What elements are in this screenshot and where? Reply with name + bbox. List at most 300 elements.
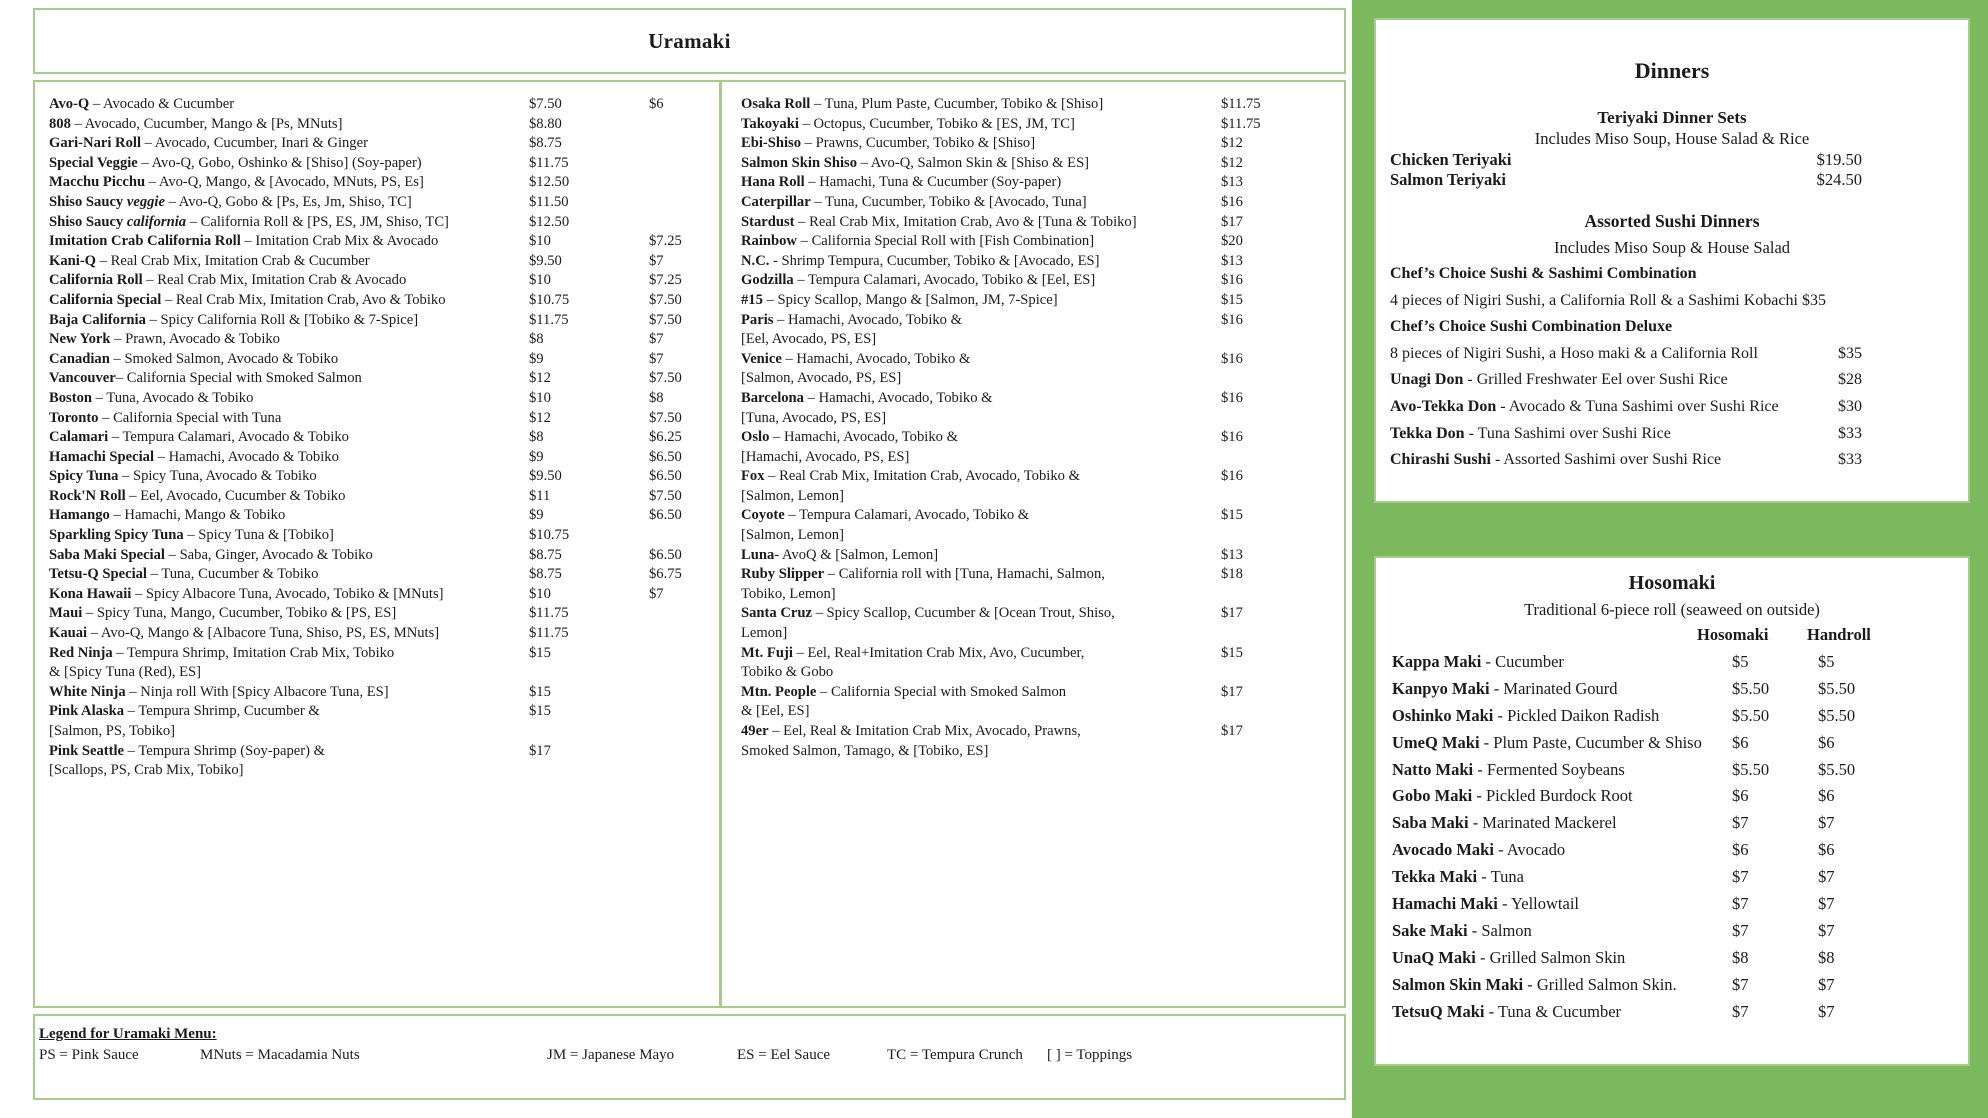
uramaki-item-row: [49, 134, 719, 154]
second-price: $7.50: [649, 409, 682, 426]
uramaki-right-column: [722, 82, 1344, 1006]
item-text: [741, 311, 1221, 331]
roll-price: $15: [529, 683, 551, 700]
item-description: [Salmon, Lemon]: [741, 487, 844, 504]
item-description: – Eel, Real+Imitation Crab Mix, Avo, Cucumber,: [792, 644, 1085, 661]
item-description: – Real Crab Mix, Imitation Crab, Avo & Tobiko: [161, 291, 446, 308]
item-name: Avo-Tekka Don: [1390, 397, 1497, 415]
item-text: [49, 330, 529, 350]
item-name: UmeQ Maki: [1392, 732, 1480, 752]
roll-price: $8.75: [529, 566, 562, 583]
item-name: Venice: [741, 350, 782, 367]
item-name: Special Veggie: [49, 154, 138, 171]
hosomaki-title: Hosomaki: [1628, 572, 1716, 594]
second-price: $7.25: [649, 233, 682, 250]
uramaki-item-row: [741, 506, 1344, 526]
item-description: – Real Crab Mix, Imitation Crab, Avocado, Tobiko &: [764, 468, 1080, 485]
handroll-price: $5.50: [1818, 705, 1856, 725]
item-text: [1392, 703, 1732, 730]
item-text: [49, 311, 529, 331]
item-text: [741, 213, 1221, 233]
handroll-price: $6: [1818, 732, 1835, 752]
uramaki-item-row: [49, 487, 719, 507]
uramaki-item-row: [49, 115, 719, 135]
second-price: [649, 604, 719, 624]
roll-price: [529, 663, 649, 683]
roll-price: $10.75: [529, 527, 570, 544]
roll-price: $15: [1221, 291, 1243, 308]
item-text: [49, 428, 529, 448]
item-text: [49, 546, 529, 566]
item-name: Avo-Q: [49, 96, 90, 112]
item-description: – Octopus, Cucumber, Tobiko & [ES, JM, TC]: [798, 115, 1075, 132]
item-description: – Prawns, Cucumber, Tobiko & [Shiso]: [801, 135, 1036, 152]
second-price: $6.50: [649, 448, 682, 465]
hosomaki-header-row: [1376, 622, 1968, 649]
roll-price: $9: [529, 507, 544, 524]
roll-price: $10.75: [529, 291, 570, 308]
item-text: [741, 624, 1221, 644]
dinner-item-row: [1376, 394, 1968, 421]
roll-price: $10: [529, 233, 551, 250]
uramaki-item-row: [49, 467, 719, 487]
uramaki-item-row: [741, 115, 1344, 135]
roll-price: [1221, 585, 1344, 605]
item-text: [1392, 972, 1732, 999]
uramaki-item-row: [49, 506, 719, 526]
uramaki-item-row: [49, 604, 719, 624]
hosomaki-price: $5.50: [1732, 705, 1770, 725]
item-name: Mtn. People: [741, 683, 817, 700]
roll-price: [1221, 409, 1344, 429]
item-text: [1392, 810, 1732, 837]
item-description: & [Spicy Tuna (Red), ES]: [49, 664, 202, 681]
second-price: $6.25: [649, 429, 682, 446]
item-description: - Plum Paste, Cucumber & Shiso: [1479, 732, 1702, 752]
item-description: – California Special with Smoked Salmon: [115, 370, 362, 387]
roll-price: $10: [529, 272, 551, 289]
item-description: – Spicy Scallop, Cucumber & [Ocean Trout, Shiso,: [811, 605, 1115, 622]
item-text: [741, 663, 1221, 683]
roll-price: $16: [1221, 311, 1243, 328]
item-price: $19.50: [1816, 150, 1862, 169]
second-price: $6.75: [649, 566, 682, 583]
item-description: – Smoked Salmon, Avocado & Tobiko: [109, 350, 339, 367]
item-name: Ebi-Shiso: [741, 135, 802, 152]
item-text: [49, 742, 529, 762]
item-name: Caterpillar: [741, 193, 811, 210]
hosomaki-item-row: [1376, 891, 1968, 918]
item-text: [49, 193, 529, 213]
item-description: – California roll with [Tuna, Hamachi, Salmon,: [824, 566, 1105, 583]
item-text: [49, 526, 529, 546]
item-description: Tobiko, Lemon]: [741, 585, 836, 602]
uramaki-item-row: [741, 193, 1344, 213]
item-name: Hamachi Special: [49, 448, 154, 465]
legend-item: JM = Japanese Mayo: [547, 1047, 675, 1063]
second-price: [649, 193, 719, 213]
second-price: [649, 624, 719, 644]
item-name: Pink Alaska: [49, 703, 125, 720]
item-name: Santa Cruz: [741, 605, 812, 622]
item-name: Calamari: [49, 429, 109, 446]
item-text: [1390, 314, 1862, 341]
roll-price: $16: [1221, 350, 1243, 367]
second-price: [649, 683, 719, 703]
hosomaki-item-row: [1376, 972, 1968, 999]
second-price: $7.50: [649, 370, 682, 387]
item-description: – Avo-Q, Mango, & [Avocado, MNuts, PS, Es]: [145, 174, 424, 191]
item-text: [1392, 891, 1732, 918]
item-description: Lemon]: [741, 625, 788, 642]
uramaki-item-row: [49, 311, 719, 331]
uramaki-item-row: [49, 448, 719, 468]
item-text: [741, 350, 1221, 370]
second-price: [649, 154, 719, 174]
uramaki-item-row: [49, 585, 719, 605]
uramaki-item-row: [49, 271, 719, 291]
item-description: - Salmon: [1467, 920, 1532, 940]
item-text: [741, 546, 1221, 566]
uramaki-item-row: [49, 722, 719, 742]
uramaki-item-row: [49, 213, 719, 233]
item-name: Ruby Slipper: [741, 566, 825, 583]
item-text: [741, 604, 1221, 624]
item-name: Maui: [49, 605, 83, 622]
uramaki-item-row: [49, 173, 719, 193]
item-name: Osaka Roll: [741, 96, 811, 112]
item-text: [49, 487, 529, 507]
item-text: [1392, 783, 1732, 810]
item-description: – Tempura Calamari, Avocado & Tobiko: [108, 429, 349, 446]
assorted-heading: Assorted Sushi Dinners: [1584, 211, 1760, 231]
item-name: Shiso Saucy: [49, 213, 124, 230]
roll-price: [1221, 487, 1344, 507]
uramaki-item-row: [741, 173, 1344, 193]
hosomaki-item-row: [1376, 649, 1968, 676]
item-text: [741, 644, 1221, 664]
item-description: - Grilled Salmon Skin: [1475, 947, 1626, 967]
item-name: Natto Maki: [1392, 759, 1474, 779]
item-price: $33: [1838, 424, 1862, 442]
item-description: – Hamachi, Avocado, Tobiko &: [781, 350, 971, 367]
item-text: [1390, 288, 1862, 315]
item-name: Gari-Nari Roll: [49, 135, 142, 152]
item-text: [49, 271, 529, 291]
item-description: Smoked Salmon, Tamago, & [Tobiko, ES]: [741, 742, 989, 759]
item-text: [1390, 421, 1792, 448]
item-description: - Cucumber: [1481, 651, 1564, 671]
roll-price: [529, 761, 649, 781]
item-text: [49, 350, 529, 370]
item-description: – Avocado, Cucumber, Inari & Ginger: [141, 135, 368, 152]
item-description: – California Special with Smoked Salmon: [816, 683, 1067, 700]
item-description: [Tuna, Avocado, PS, ES]: [741, 409, 887, 426]
roll-price: $11.75: [529, 625, 569, 642]
second-price: $7: [649, 252, 664, 269]
item-description: – Avocado & Cucumber: [89, 96, 235, 112]
item-name: TetsuQ Maki: [1392, 1001, 1485, 1021]
item-name-variant: veggie: [123, 193, 165, 210]
uramaki-title-panel: [33, 8, 1346, 74]
item-name: Oshinko Maki: [1392, 705, 1494, 725]
legend-panel: [33, 1014, 1346, 1100]
item-description: – Spicy Tuna, Avocado & Tobiko: [118, 468, 317, 485]
item-name: Rock'N Roll: [49, 487, 126, 504]
item-text: [49, 702, 529, 722]
item-description: – Tempura Shrimp, Imitation Crab Mix, Tobiko: [112, 644, 395, 661]
item-text: [1392, 757, 1732, 784]
roll-price: $11: [529, 487, 551, 504]
roll-price: $17: [529, 742, 551, 759]
item-text: [741, 702, 1221, 722]
item-name: Barcelona: [741, 389, 804, 406]
item-text: [741, 448, 1221, 468]
uramaki-item-row: [49, 252, 719, 272]
roll-price: $12: [529, 409, 551, 426]
item-description: - Grilled Salmon Skin.: [1523, 974, 1677, 994]
item-name: Spicy Tuna: [49, 468, 119, 485]
item-text: [1392, 649, 1732, 676]
handroll-price: $7: [1818, 974, 1835, 994]
handroll-price: $6: [1818, 786, 1835, 806]
second-price: $7.50: [649, 487, 682, 504]
roll-price: $12.50: [529, 213, 570, 230]
item-description: – Spicy Scallop, Mango & [Salmon, JM, 7-Spice]: [762, 291, 1058, 308]
item-text: [1390, 341, 1792, 368]
second-price: [649, 644, 719, 664]
item-name: Salmon Skin Maki: [1392, 974, 1524, 994]
dinner-item-row: [1376, 288, 1968, 315]
item-name: Salmon Skin Shiso: [741, 154, 858, 171]
uramaki-item-row: [49, 663, 719, 683]
teriyaki-note: Includes Miso Soup, House Salad & Rice: [1534, 129, 1810, 148]
second-price: [649, 742, 719, 762]
item-description: - Fermented Soybeans: [1473, 759, 1625, 779]
teriyaki-item-row: [1376, 150, 1968, 170]
item-name: Mt. Fuji: [741, 644, 793, 661]
item-name: 49er: [741, 723, 769, 739]
roll-price: [529, 722, 649, 742]
item-text: [49, 291, 529, 311]
second-price: $6.50: [649, 546, 682, 563]
item-description: [Hamachi, Avocado, PS, ES]: [741, 448, 910, 465]
item-name: Chef’s Choice Sushi & Sashimi Combination: [1390, 265, 1697, 282]
teriyaki-item-row: [1376, 170, 1968, 190]
item-name: Macchu Picchu: [49, 174, 146, 191]
teriyaki-heading: Teriyaki Dinner Sets: [1597, 108, 1747, 127]
item-description: 8 pieces of Nigiri Sushi, a Hoso maki & a California Roll: [1390, 344, 1758, 362]
item-name: Sparkling Spicy Tuna: [49, 527, 184, 544]
roll-price: $16: [1221, 389, 1243, 406]
uramaki-item-row: [49, 644, 719, 664]
item-text: [49, 252, 529, 272]
uramaki-item-row: [741, 389, 1344, 409]
item-text: [741, 330, 1221, 350]
uramaki-item-row: [741, 232, 1344, 252]
hosomaki-item-row: [1376, 703, 1968, 730]
item-description: - Tuna & Cucumber: [1484, 1001, 1622, 1021]
item-description: – Real Crab Mix, Imitation Crab & Cucumber: [96, 252, 370, 269]
uramaki-item-row: [741, 311, 1344, 331]
item-description: - Pickled Daikon Radish: [1493, 705, 1660, 725]
item-description: – Ninja roll With [Spicy Albacore Tuna, ES]: [125, 683, 389, 700]
uramaki-item-row: [741, 134, 1344, 154]
roll-price: $17: [1221, 605, 1243, 622]
second-price: [649, 134, 719, 154]
item-description: [Scallops, PS, Crab Mix, Tobiko]: [49, 762, 244, 779]
item-description: - Grilled Freshwater Eel over Sushi Rice: [1463, 371, 1728, 389]
uramaki-item-row: [49, 761, 719, 781]
uramaki-item-row: [49, 350, 719, 370]
item-name: Vancouver: [49, 370, 116, 387]
item-description: [Eel, Avocado, PS, ES]: [741, 331, 877, 348]
item-description: – Hamachi, Avocado, Tobiko &: [769, 429, 958, 446]
item-price: $35: [1838, 344, 1862, 362]
item-description: - Yellowtail: [1497, 894, 1580, 914]
item-name: Kani-Q: [49, 252, 97, 269]
uramaki-item-row: [741, 467, 1344, 487]
uramaki-item-row: [49, 193, 719, 213]
roll-price: $8: [529, 429, 544, 446]
item-name: Imitation Crab California Roll: [49, 233, 241, 250]
uramaki-item-row: [741, 604, 1344, 624]
item-text: [49, 95, 529, 115]
item-description: - AvoQ & [Salmon, Lemon]: [774, 546, 939, 563]
item-text: [49, 506, 529, 526]
second-price: $7.50: [649, 311, 682, 328]
hosomaki-item-row: [1376, 757, 1968, 784]
roll-price: $9.50: [529, 468, 562, 485]
item-text: [49, 644, 529, 664]
uramaki-item-row: [49, 624, 719, 644]
item-name: Kappa Maki: [1392, 651, 1482, 671]
item-text: [1390, 367, 1792, 394]
roll-price: $12: [1221, 154, 1243, 171]
item-text: [1392, 837, 1732, 864]
roll-price: $13: [1221, 174, 1243, 191]
item-name: New York: [49, 331, 111, 348]
item-name: Avocado Maki: [1392, 840, 1494, 860]
item-name: Hana Roll: [741, 174, 805, 191]
roll-price: $15: [1221, 644, 1243, 661]
item-name: Shiso Saucy: [49, 193, 124, 210]
item-description: – Hamachi, Avocado, Tobiko &: [803, 389, 993, 406]
item-text: [741, 565, 1221, 585]
roll-price: $12.50: [529, 174, 570, 191]
uramaki-item-row: [741, 526, 1344, 546]
uramaki-item-row: [741, 663, 1344, 683]
hosomaki-price: $7: [1732, 1001, 1749, 1021]
dinner-item-row: [1376, 367, 1968, 394]
item-text: [741, 173, 1221, 193]
dinner-item-row: [1376, 341, 1968, 368]
item-text: [1392, 676, 1732, 703]
hosomaki-price: $5: [1732, 651, 1749, 671]
item-price: $33: [1838, 451, 1862, 469]
item-description: – Tempura Shrimp, Cucumber &: [124, 703, 320, 720]
item-description: - Pickled Burdock Root: [1472, 786, 1633, 806]
uramaki-item-row: [741, 369, 1344, 389]
item-text: [49, 565, 529, 585]
second-price: $7: [649, 350, 664, 367]
item-description: - Tuna: [1477, 867, 1524, 887]
item-description: – Hamachi, Mango & Tobiko: [109, 507, 286, 524]
item-description: – Avo-Q, Salmon Skin & [Shiso & ES]: [857, 154, 1090, 171]
second-price: $7.25: [649, 272, 682, 289]
roll-price: $15: [529, 644, 551, 661]
item-text: [49, 722, 529, 742]
item-text: [741, 291, 1221, 311]
item-name: Hamango: [49, 507, 110, 524]
uramaki-item-row: [741, 702, 1344, 722]
item-name: N.C.: [741, 252, 770, 269]
item-description: 4 pieces of Nigiri Sushi, a California Roll & a Sashimi Kobachi $35: [1390, 291, 1826, 309]
item-description: Tobiko & Gobo: [741, 664, 834, 681]
item-text: [741, 271, 1221, 291]
item-text: [741, 742, 1221, 762]
dinner-item-row: [1376, 261, 1968, 288]
roll-price: $16: [1221, 429, 1243, 446]
item-name: California Special: [49, 291, 162, 308]
handroll-price-column-header: Handroll: [1807, 625, 1871, 644]
hosomaki-item-row: [1376, 730, 1968, 757]
item-name: Kona Hawaii: [49, 585, 132, 602]
uramaki-item-row: [741, 95, 1344, 115]
handroll-price: $5.50: [1818, 759, 1856, 779]
roll-price: $13: [1221, 546, 1243, 563]
item-text: [741, 389, 1221, 409]
uramaki-item-row: [741, 213, 1344, 233]
roll-price: $11.75: [529, 311, 569, 328]
uramaki-left-column: [35, 82, 719, 1006]
item-text: [741, 134, 1221, 154]
item-description: – Avo-Q, Mango & [Albacore Tuna, Shiso, PS, ES, MNuts]: [87, 625, 440, 642]
item-description: - Avocado & Tuna Sashimi over Sushi Rice: [1496, 397, 1779, 415]
item-text: [49, 115, 529, 135]
item-name: Saba Maki Special: [49, 546, 165, 563]
roll-price: $13: [1221, 252, 1243, 269]
item-description: – Spicy Albacore Tuna, Avocado, Tobiko & [MNuts]: [131, 585, 444, 602]
item-text: [1390, 447, 1792, 474]
dinner-item-row: [1376, 447, 1968, 474]
hosomaki-item-row: [1376, 918, 1968, 945]
item-description: – Tuna, Cucumber & Tobiko: [146, 566, 319, 583]
item-text: [741, 428, 1221, 448]
item-description: – Saba, Ginger, Avocado & Tobiko: [164, 546, 373, 563]
item-name: #15: [741, 291, 763, 308]
uramaki-title: Uramaki: [648, 28, 731, 53]
item-description: – Tempura Calamari, Avocado, Tobiko & [Eel, ES]: [793, 272, 1096, 289]
item-description: – Avocado, Cucumber, Mango & [Ps, MNuts]: [70, 115, 343, 132]
uramaki-item-row: [49, 369, 719, 389]
uramaki-item-row: [741, 350, 1344, 370]
item-name: Tekka Maki: [1392, 867, 1478, 887]
second-price: $7: [649, 585, 664, 602]
handroll-price: $5: [1818, 651, 1835, 671]
roll-price: $7.50: [529, 96, 562, 112]
legend-item: PS = Pink Sauce: [39, 1047, 139, 1063]
item-name: Canadian: [49, 350, 110, 367]
item-text: [49, 154, 529, 174]
roll-price: [1221, 448, 1344, 468]
roll-price: $11.50: [529, 193, 569, 210]
uramaki-item-row: [49, 154, 719, 174]
roll-price: $8.75: [529, 135, 562, 152]
item-text: [49, 448, 529, 468]
roll-price: $16: [1221, 272, 1243, 289]
item-text: [1392, 999, 1732, 1026]
